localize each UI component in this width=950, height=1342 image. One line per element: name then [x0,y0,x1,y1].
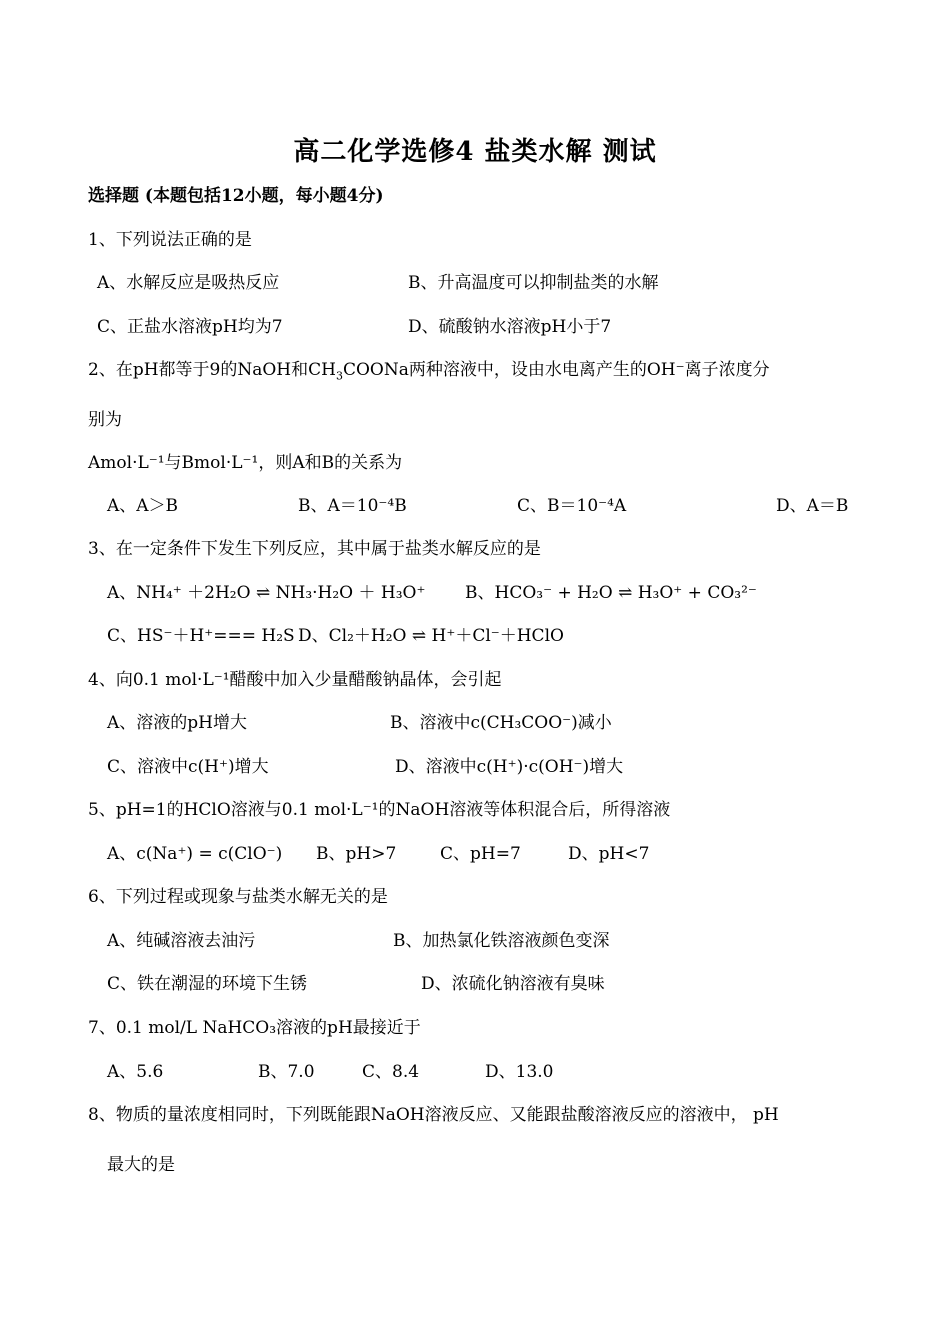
question-3-option-d: D、Cl₂＋H₂O ⇌ H⁺＋Cl⁻＋HClO [298,626,564,646]
question-2-stem-part1: 2、在pH都等于9的NaOH和CH [88,360,336,380]
question-8-stem-line2: 最大的是 [107,1155,175,1175]
question-5-option-b: B、pH>7 [316,844,397,864]
section-heading: 选择题 (本题包括12小题，每小题4分) [88,186,384,206]
question-1-option-a: A、水解反应是吸热反应 [97,273,280,293]
question-4-option-c: C、溶液中c(H⁺)增大 [107,757,269,777]
question-2-stem [88,358,770,382]
question-8-stem: 8、物质的量浓度相同时，下列既能跟NaOH溶液反应、又能跟盐酸溶液反应的溶液中， pH [88,1105,779,1125]
question-2-option-a: A、A＞B [107,496,179,516]
question-7-option-c: C、8.4 [362,1062,420,1082]
question-3-option-a: A、NH₄⁺ ＋2H₂O ⇌ NH₃·H₂O ＋ H₃O⁺ [107,583,426,603]
question-1-stem: 1、下列说法正确的是 [88,230,252,250]
question-7-option-a: A、5.6 [107,1062,164,1082]
question-7-option-d: D、13.0 [485,1062,554,1082]
question-4-stem: 4、向0.1 mol·L⁻¹醋酸中加入少量醋酸钠晶体，会引起 [88,670,502,690]
question-6-option-d: D、浓硫化钠溶液有臭味 [421,974,605,994]
question-4-option-a: A、溶液的pH增大 [107,713,247,733]
question-2-option-c: C、B＝10⁻⁴A [517,496,627,516]
question-2-option-b: B、A＝10⁻⁴B [298,496,407,516]
question-5-stem: 5、pH=1的HClO溶液与0.1 mol·L⁻¹的NaOH溶液等体积混合后，所得溶液 [88,800,671,820]
question-2-stem-line2: 别为 [88,410,122,430]
question-1-option-b: B、升高温度可以抑制盐类的水解 [408,273,659,293]
question-5-option-d: D、pH<7 [568,844,650,864]
question-2-stem-part2: COONa两种溶液中，设由水电离产生的OH⁻离子浓度分 [342,360,770,380]
question-6-stem: 6、下列过程或现象与盐类水解无关的是 [88,887,388,907]
question-2-stem-line3: Amol·L⁻¹与Bmol·L⁻¹，则A和B的关系为 [88,453,403,473]
question-3-option-b: B、HCO₃⁻ + H₂O ⇌ H₃O⁺ + CO₃²⁻ [465,583,757,603]
question-1-option-d: D、硫酸钠水溶液pH小于7 [408,317,612,337]
question-5-option-a: A、c(Na⁺) = c(ClO⁻) [107,844,283,864]
page-title: 高二化学选修4 盐类水解 测试 [293,137,657,167]
question-4-option-d: D、溶液中c(H⁺)·c(OH⁻)增大 [395,757,624,777]
question-2-stem-subscript: 3 [335,369,343,383]
question-6-option-a: A、纯碱溶液去油污 [107,931,256,951]
question-2-option-d: D、A＝B [776,496,849,516]
question-1-option-c: C、正盐水溶液pH均为7 [97,317,283,337]
question-6-option-b: B、加热氯化铁溶液颜色变深 [393,931,610,951]
question-7-stem: 7、0.1 mol/L NaHCO₃溶液的pH最接近于 [88,1018,421,1038]
question-3-option-c: C、HS⁻＋H⁺=== H₂S [107,626,295,646]
question-3-stem: 3、在一定条件下发生下列反应，其中属于盐类水解反应的是 [88,539,541,559]
question-5-option-c: C、pH=7 [440,844,521,864]
question-7-option-b: B、7.0 [258,1062,315,1082]
question-6-option-c: C、铁在潮湿的环境下生锈 [107,974,308,994]
question-4-option-b: B、溶液中c(CH₃COO⁻)减小 [390,713,612,733]
